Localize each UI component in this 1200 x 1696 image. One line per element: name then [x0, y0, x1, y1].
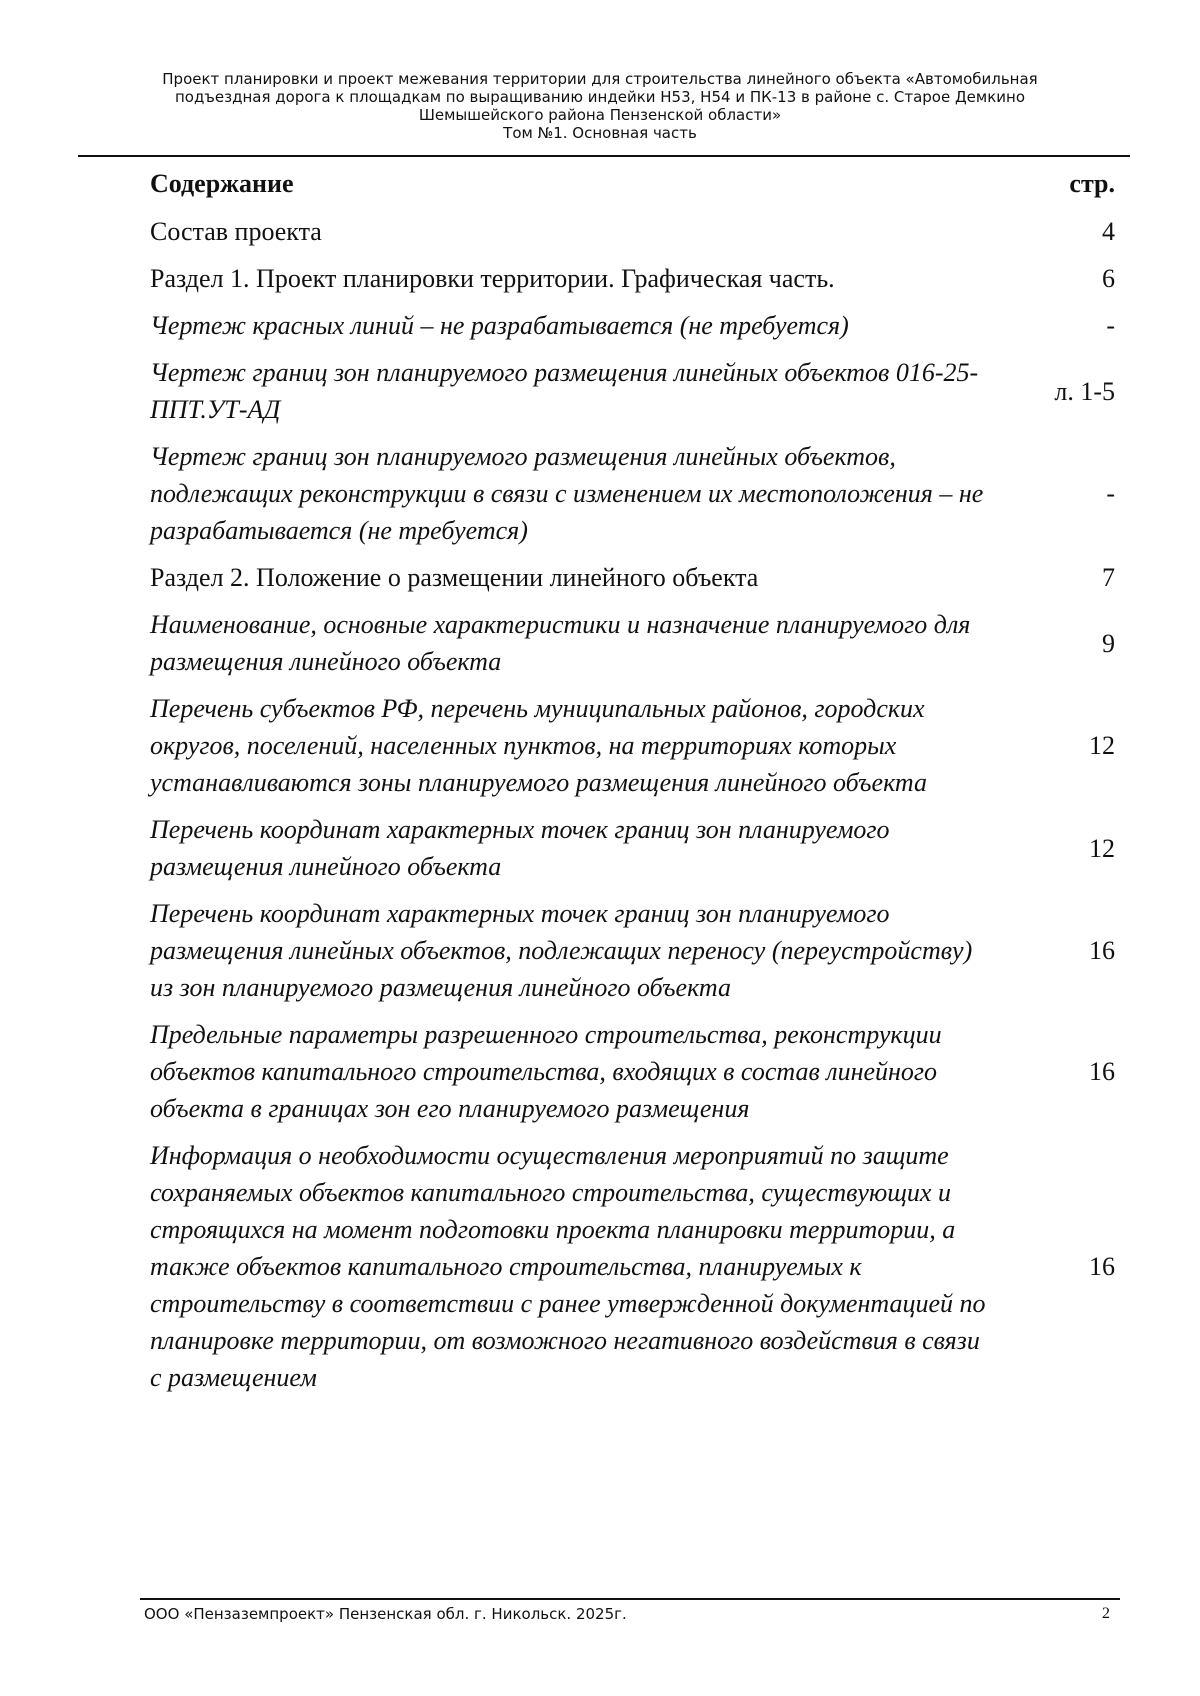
- toc-page-heading: стр.: [1069, 169, 1115, 198]
- toc-entry[interactable]: [150, 255, 1115, 302]
- toc-entry[interactable]: [150, 433, 1115, 554]
- toc-entry[interactable]: [150, 806, 1115, 890]
- document-footer: [144, 1604, 1110, 1624]
- toc-entry-title: Состав проекта: [150, 217, 322, 246]
- toc-entry[interactable]: [150, 208, 1115, 255]
- toc-entry-page: 16: [1089, 936, 1115, 965]
- toc-entry-page: 12: [1089, 833, 1115, 863]
- toc-entry[interactable]: [150, 601, 1115, 685]
- header-divider: [78, 155, 1130, 157]
- toc-entry-title: Информация о необходимости осуществления мероприятий по защите сохраняемых объектов капитального строительства, существующих и строящихся на момент подготовки проекта планировки территории, а также объектов капитального строительства, планируемых к строительству в соответствии с ранее утвержденной документацией по планировке территории, от возможного негативного воздействия в связи с размещением: [150, 1141, 986, 1392]
- header-line: Шемышейского района Пензенской области»: [418, 106, 782, 124]
- toc-entry-title: Предельные параметры разрешенного строительства, реконструкции объектов капитального строительства, входящих в состав линейного объекта в границах зон его планируемого размещения: [150, 1020, 942, 1123]
- toc-entry-title: Перечень координат характерных точек границ зон планируемого размещения линейных объектов, подлежащих переносу (переустройству) из зон планируемого размещения линейного объекта: [150, 899, 973, 1002]
- page-number: 2: [1102, 1605, 1110, 1622]
- toc-entry[interactable]: [150, 302, 1115, 349]
- toc-entry-page: -: [1106, 311, 1115, 340]
- table-of-contents: [150, 208, 1115, 1401]
- toc-entry-page: 16: [1089, 1252, 1115, 1281]
- toc-entry-page: -: [1106, 479, 1115, 508]
- toc-entry-page: 6: [1102, 264, 1115, 293]
- toc-entry-title: Чертеж красных линий – не разрабатывается (не требуется): [150, 311, 849, 340]
- toc-entry[interactable]: [150, 890, 1115, 1011]
- header-volume: Том №1. Основная часть: [503, 124, 697, 142]
- toc-entry-title: Раздел 2. Положение о размещении линейного объекта: [150, 563, 759, 592]
- toc-entry-page: 4: [1102, 217, 1115, 246]
- footer-organization: ООО «Пензаземпроект» Пензенская обл. г. Никольск. 2025г.: [144, 1605, 627, 1623]
- toc-entry-page: 7: [1102, 563, 1115, 592]
- toc-entry-page: л. 1-5: [1054, 376, 1115, 406]
- toc-entry[interactable]: [150, 685, 1115, 806]
- toc-entry-page: 9: [1102, 628, 1115, 658]
- toc-heading: Содержание: [150, 169, 294, 198]
- toc-entry[interactable]: [150, 1132, 1115, 1401]
- header-line: Проект планировки и проект межевания территории для строительства линейного объекта «Автомобильная: [162, 70, 1038, 88]
- toc-entry-title: Наименование, основные характеристики и назначение планируемого для размещения линейного объекта: [150, 610, 971, 676]
- header-line: подъездная дорога к площадкам по выращиванию индейки Н53, Н54 и ПК-13 в районе с. Старое Демкино: [174, 88, 1026, 106]
- toc-entry-title: Перечень субъектов РФ, перечень муниципальных районов, городских округов, поселений, населенных пунктов, на территориях которых устанавливаются зоны планируемого размещения линейного объекта: [150, 694, 928, 797]
- toc-entry[interactable]: [150, 349, 1115, 433]
- toc-entry-title: Раздел 1. Проект планировки территории. Графическая часть.: [150, 264, 835, 293]
- footer-divider: [140, 1598, 1120, 1600]
- toc-entry-title: Чертеж границ зон планируемого размещения линейных объектов, подлежащих реконструкции в связи с изменением их местоположения – не разрабатывается (не требуется): [150, 442, 984, 545]
- toc-entry-page: 16: [1089, 1057, 1115, 1086]
- toc-entry-title: Перечень координат характерных точек границ зон планируемого размещения линейного объекта: [150, 815, 890, 881]
- toc-entry[interactable]: [150, 554, 1115, 601]
- toc-entry-title: Чертеж границ зон планируемого размещения линейных объектов 016-25-ППТ.УТ-АД: [150, 358, 979, 424]
- toc-entry[interactable]: [150, 1011, 1115, 1132]
- toc-heading-row: [150, 164, 1115, 204]
- toc-entry-page: 12: [1089, 731, 1115, 760]
- document-header: [0, 70, 1200, 142]
